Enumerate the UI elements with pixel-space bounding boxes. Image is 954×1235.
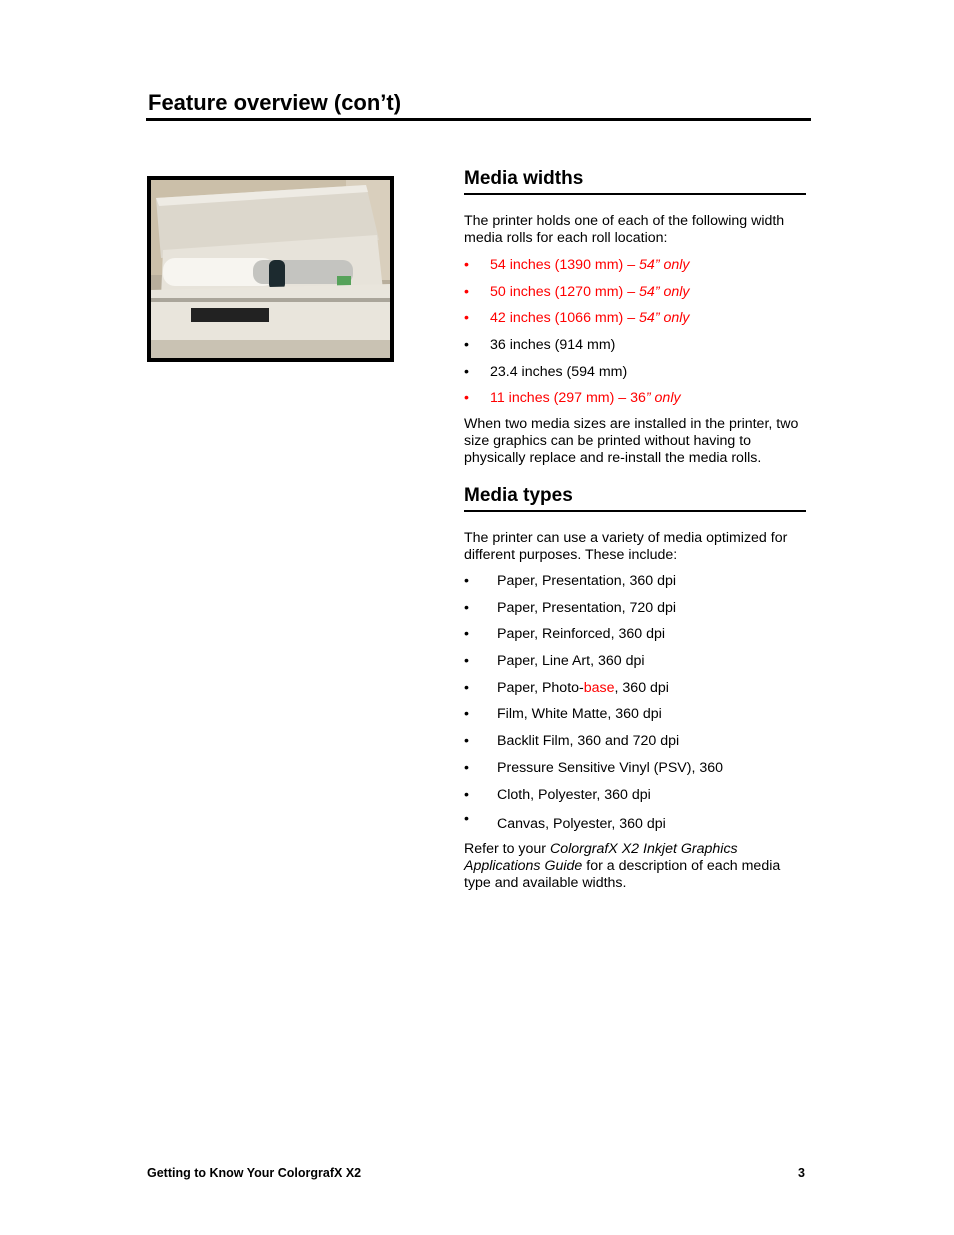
list-item: • 36 inches (914 mm) <box>464 337 616 354</box>
list-item: • 50 inches (1270 mm) – 54” only <box>464 283 690 300</box>
media-types-intro: The printer can use a variety of media optimized for different purposes. These include: <box>464 530 788 563</box>
list-item: • Canvas, Polyester, 360 dpi <box>464 811 666 833</box>
list-item: • Paper, Presentation, 720 dpi <box>464 599 677 616</box>
title-rule <box>146 118 811 121</box>
printer-illustration <box>151 180 390 358</box>
media-widths-heading: Media widths <box>464 168 584 189</box>
list-item: • 54 inches (1390 mm) – 54” only <box>464 257 690 273</box>
media-types-list <box>464 573 806 843</box>
media-widths-intro: The printer holds one of each of the following width media rolls for each roll location: <box>464 213 785 246</box>
printer-photo <box>147 176 394 362</box>
media-types-outro: Refer to your ColorgrafX X2 Inkjet Graphics Applications Guide for a description of each media type and available widths. <box>464 841 781 891</box>
media-types-rule <box>464 510 806 512</box>
list-item: • Cloth, Polyester, 360 dpi <box>464 786 651 803</box>
list-item: • Film, White Matte, 360 dpi <box>464 706 662 723</box>
media-widths-rule <box>464 193 806 195</box>
media-types-heading: Media types <box>464 485 573 506</box>
list-item: • Pressure Sensitive Vinyl (PSV), 360 <box>464 759 724 776</box>
page-title: Feature overview (con’t) <box>148 90 402 115</box>
list-item: • Paper, Photo-base, 360 dpi <box>464 679 669 696</box>
footer-title: Getting to Know Your ColorgrafX X2 <box>147 1166 362 1180</box>
list-item: • Backlit Film, 360 and 720 dpi <box>464 733 680 750</box>
list-item: • Paper, Reinforced, 360 dpi <box>464 626 665 643</box>
media-widths-list <box>464 257 806 417</box>
media-widths-section <box>464 166 806 195</box>
list-item: • 11 inches (297 mm) – 36” only <box>464 390 681 407</box>
page-number: 3 <box>798 1166 805 1180</box>
list-item: • 23.4 inches (594 mm) <box>464 363 628 380</box>
media-types-section <box>464 483 806 512</box>
list-item: • Paper, Presentation, 360 dpi <box>464 573 677 589</box>
media-widths-outro: When two media sizes are installed in the printer, two size graphics can be printed without having to physically replace and re-install the media rolls. <box>464 416 799 466</box>
list-item: • Paper, Line Art, 360 dpi <box>464 653 645 670</box>
list-item: • 42 inches (1066 mm) – 54” only <box>464 310 690 327</box>
